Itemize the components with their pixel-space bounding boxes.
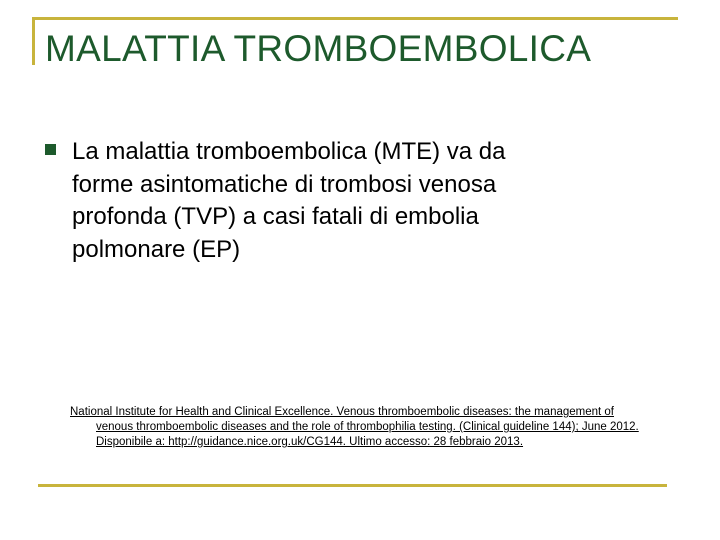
top-frame-line	[32, 17, 678, 20]
citation-line-1[interactable]: National Institute for Health and Clinical Excellence. Venous thromboembolic diseases: the management of	[70, 406, 614, 418]
slide-title: MALATTIA TROMBOEMBOLICA	[45, 28, 592, 69]
bottom-frame-line	[38, 484, 667, 487]
bullet-line-3: profonda (TVP) a casi fatali di embolia	[72, 203, 479, 230]
bullet-line-2: forme asintomatiche di trombosi venosa	[72, 170, 497, 198]
citation-line-2[interactable]: venous thromboembolic diseases and the role of thrombophilia testing. (Clinical guideline 144); June 2012.	[96, 421, 639, 433]
square-bullet-icon	[45, 144, 56, 155]
bullet-line-4: polmonare (EP)	[72, 235, 241, 263]
citation-link[interactable]	[70, 405, 670, 450]
citation-line-3[interactable]: Disponibile a: http://guidance.nice.org.uk/CG144. Ultimo accesso: 28 febbraio 2013.	[96, 436, 524, 448]
bullet-text	[72, 136, 642, 266]
bullet-line-1: La malattia tromboembolica (MTE) va da	[72, 138, 506, 165]
left-frame-line	[32, 17, 35, 65]
